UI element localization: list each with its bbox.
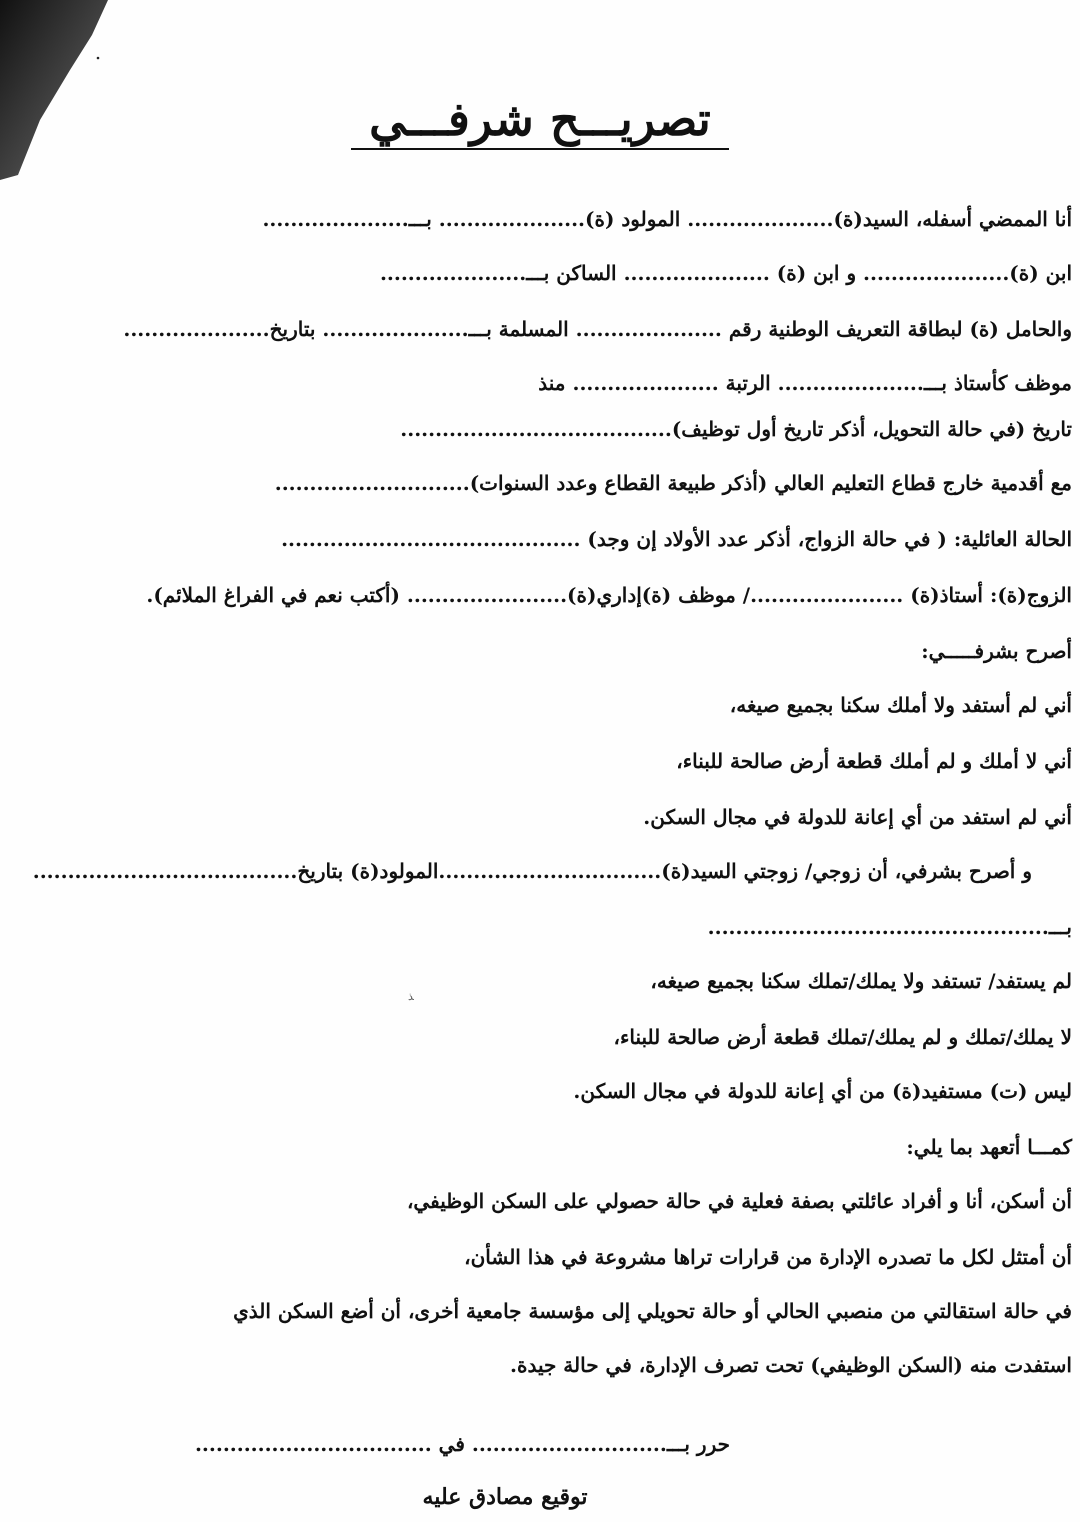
- declaration-item-2: أني لا أملك و لم أملك قطعة أرض صالحة للبناء،: [676, 749, 1072, 773]
- document-title: [0, 92, 1080, 150]
- spouse-line-1: و أصرح بشرفي، أن زوجي/ زوجتي السيد(ة)................................المولود(ة) بتاريخ......................................: [32, 859, 1032, 883]
- field-line-6: مع أقدمية خارج قطاع التعليم العالي (أذكر طبيعة القطاع وعدد السنوات)............................: [274, 471, 1072, 495]
- spouse-item-1: لم يستفد/ تستفد ولا يملك/تملك سكنا بجميع صيغه،: [650, 969, 1072, 993]
- field-line-8: الزوج(ة): أستاذ(ة) ....................../ موظف (ة)إداري(ة)....................... (أكتب نعم في الفراغ الملائم).: [146, 583, 1072, 607]
- declaration-heading: أصرح بشرفـــــي:: [921, 639, 1072, 663]
- document-title-text: تصريـــح شرفـــي: [351, 92, 729, 150]
- field-line-4: موظف كأستاذ بـــ..................... الرتبة ..................... منذ: [538, 371, 1072, 395]
- commitment-item-2: أن أمتثل لكل ما تصدره الإدارة من قرارات تراها مشروعة في هذا الشأن،: [464, 1245, 1072, 1269]
- commitment-heading: كمـــا أتعهد بما يلي:: [906, 1135, 1072, 1159]
- spouse-item-2: لا يملك/تملك و لم يملك/تملك قطعة أرض صالحة للبناء،: [613, 1025, 1072, 1049]
- written-at-line: حرر بـــ............................ في ..................................: [194, 1432, 730, 1456]
- scan-corner-shadow: [0, 0, 120, 180]
- spouse-item-3: ليس (ت) مستفيد(ة) من أي إعانة للدولة في مجال السكن.: [573, 1079, 1072, 1103]
- spouse-line-2: بـــ.................................................: [707, 915, 1072, 939]
- scan-artifact: ﺬ: [408, 990, 414, 1003]
- field-line-7: الحالة العائلية: ( في حالة الزواج، أذكر عدد الأولاد إن وجد) ...........................................: [281, 527, 1072, 551]
- field-line-1: أنا الممضي أسفله، السيد(ة)..................... المولود (ة)..................... بـــ.....................: [262, 207, 1072, 231]
- signature-label: توقيع مصادق عليه: [422, 1484, 588, 1510]
- commitment-item-4: استفدت منه (السكن الوظيفي) تحت تصرف الإدارة، في حالة جيدة.: [510, 1353, 1072, 1377]
- field-line-2: ابن (ة)..................... و ابن (ة) ..................... الساكن بـــ.....................: [379, 261, 1072, 285]
- declaration-item-1: أني لم أستفد ولا أملك سكنا بجميع صيغه،: [729, 693, 1072, 717]
- commitment-item-3: في حالة استقالتي من منصبي الحالي أو حالة تحويلي إلى مؤسسة جامعية أخرى، أن أضع السكن الذي: [233, 1299, 1072, 1323]
- declaration-item-3: أني لم استفد من أي إعانة للدولة في مجال السكن.: [643, 805, 1072, 829]
- field-line-3: والحامل (ة) لبطاقة التعريف الوطنية رقم ..................... المسلمة بـــ..................... بتاريخ.....................: [123, 317, 1072, 341]
- field-line-5: تاريخ (في حالة التحويل، أذكر تاريخ أول توظيف).......................................: [400, 417, 1072, 441]
- commitment-item-1: أن أسكن، أنا و أفراد عائلتي بصفة فعلية في حالة حصولي على السكن الوظيفي،: [406, 1189, 1072, 1213]
